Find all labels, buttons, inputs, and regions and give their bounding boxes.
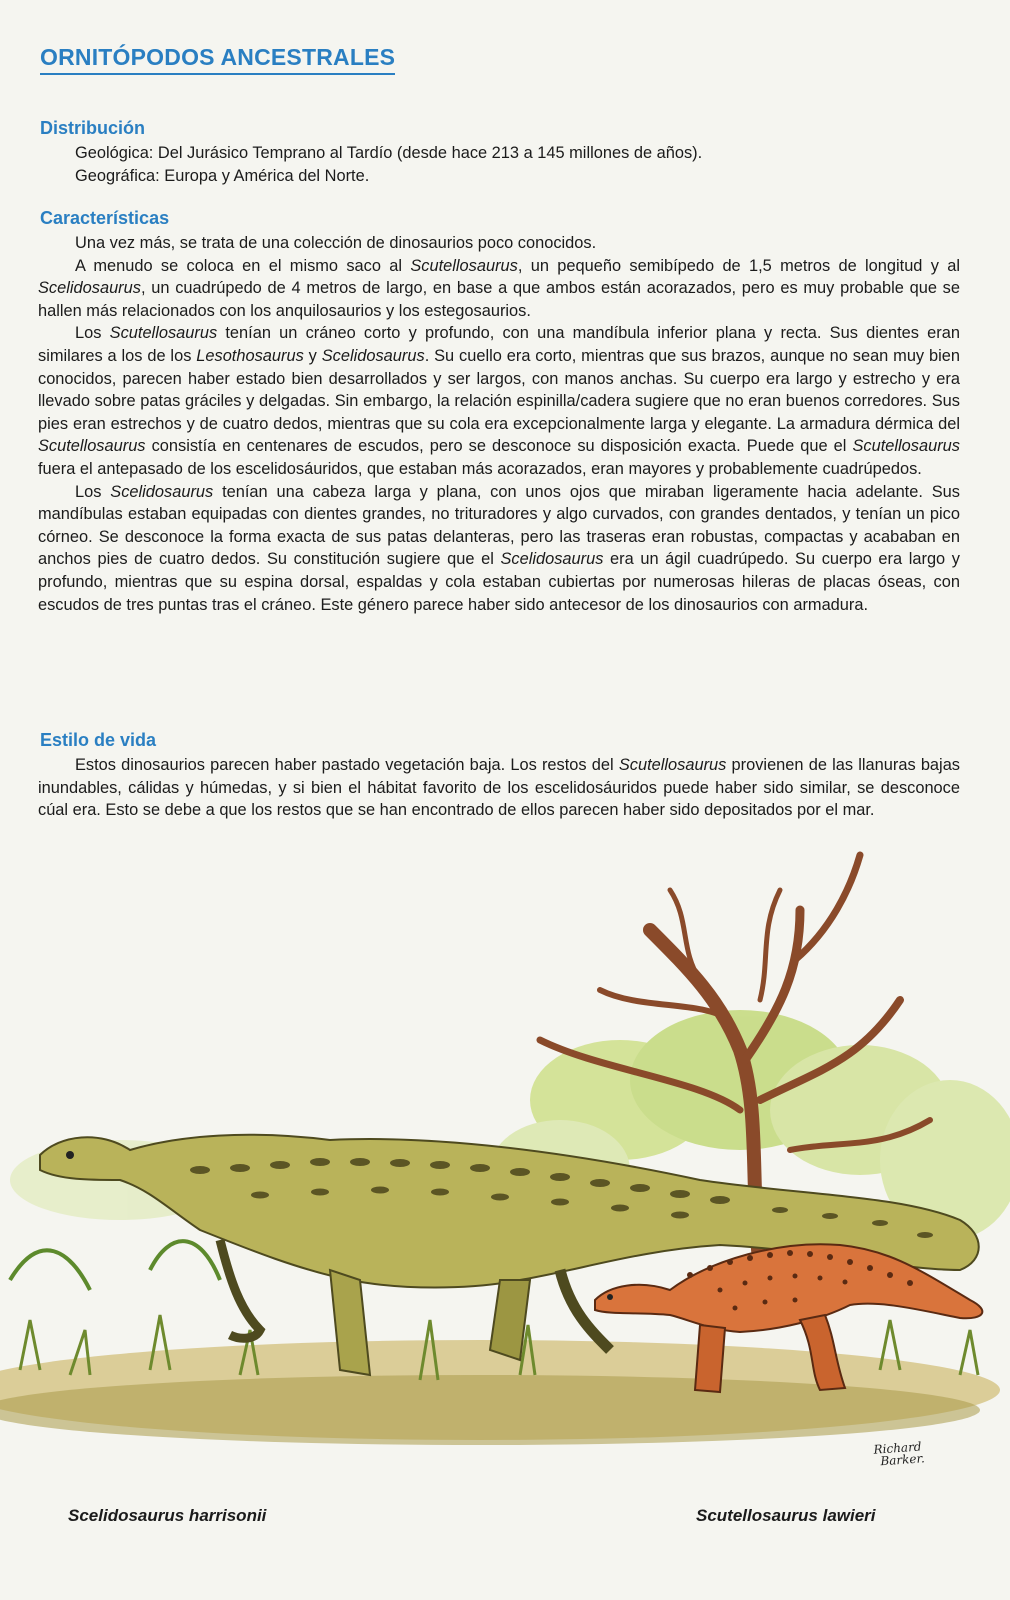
paragraph: Los Scelidosaurus tenían una cabeza larga y plana, con unos ojos que miraban ligeramente hacia adelante. Sus mandíbulas estaban equipadas con dientes grandes, no trituradores y algo curvados, con grandes dentados, y tenían un pico córneo. Se desconoce la forma exacta de sus patas delanteras, pero las traseras eran robustas, compactas y acababan en anchos pies de cuatro dedos. Su constitución sugiere que el Scelidosaurus era un ágil cuadrúpedo. Su cuerpo era largo y profundo, mientras que su espina dorsal, espaldas y cola estaban cubiertas por numerosas hileras de placas óseas, con escudos de tres puntas tras el cráneo. Este género parece haber sido antecesor de los dinosaurios con armadura. bbox=[38, 482, 960, 614]
heading-distribucion: Distribución bbox=[40, 118, 146, 138]
geologica-line: Geológica: Del Jurásico Temprano al Tardío (desde hace 213 a 145 millones de años). bbox=[75, 144, 703, 162]
artist-signature: Richard Barker. bbox=[873, 1439, 926, 1469]
paragraph: A menudo se coloca en el mismo saco al Scutellosaurus, un pequeño semibípedo de 1,5 metros de longitud y al Scelidosaurus, un cuadrúpedo de 4 metros de largo, en base a que ambos están acorazados, pero es muy probable que se hallen más relacionados con los anquilosaurios y los estegosaurios. bbox=[38, 256, 960, 320]
paragraph: Los Scutellosaurus tenían un cráneo corto y profundo, con una mandíbula inferior plana y recta. Sus dientes eran similares a los de los Lesothosaurus y Scelidosaurus. Su cuello era corto, mientras que sus brazos, aunque no sean muy bien conocidos, parecen haber estado bien desarrollados y ser largos, con manos anchas. Su cuerpo era largo y estrecho y era llevado sobre patas gráciles y delgadas. Sin embargo, la relación espinilla/cadera sugiere que no eran buenos corredores. Sus pies eran estrechos y de cuatro dedos, mientras que su cola era excepcionalmente larga y elegante. La armadura dérmica del Scutellosaurus consistía en centenares de escudos, pero se desconoce su disposición exacta. Puede que el Scutellosaurus fuera el antepasado de los escelidosáuridos, que estaban más acorazados, eran mayores y probablemente cuadrúpedos. bbox=[38, 324, 960, 478]
caption-scutellosaurus: Scutellosaurus lawieri bbox=[696, 1506, 876, 1525]
caption-scelidosaurus: Scelidosaurus harrisonii bbox=[68, 1506, 267, 1525]
page-title: ORNITÓPODOS ANCESTRALES bbox=[40, 44, 395, 75]
distribucion-text bbox=[38, 142, 960, 187]
paragraph: Estos dinosaurios parecen haber pastado vegetación baja. Los restos del Scutellosaurus provienen de las llanuras bajas inundables, cálidas y húmedas, y si bien el hábitat favorito de los escelidosáuridos puede haber sido similar, se desconoce cúal era. Esto se debe a que los restos que se han encontrado de ellos parecen haber sido depositados por el mar. bbox=[38, 756, 961, 820]
caracteristicas-text bbox=[38, 232, 960, 616]
dinosaur-illustration bbox=[0, 850, 1010, 1470]
heading-estilo-de-vida: Estilo de vida bbox=[40, 730, 157, 750]
heading-caracteristicas: Características bbox=[40, 208, 170, 228]
geografica-line: Geográfica: Europa y América del Norte. bbox=[75, 166, 370, 185]
estilo-text bbox=[38, 754, 960, 822]
paragraph: Una vez más, se trata de una colección de dinosaurios poco conocidos. bbox=[75, 234, 597, 252]
